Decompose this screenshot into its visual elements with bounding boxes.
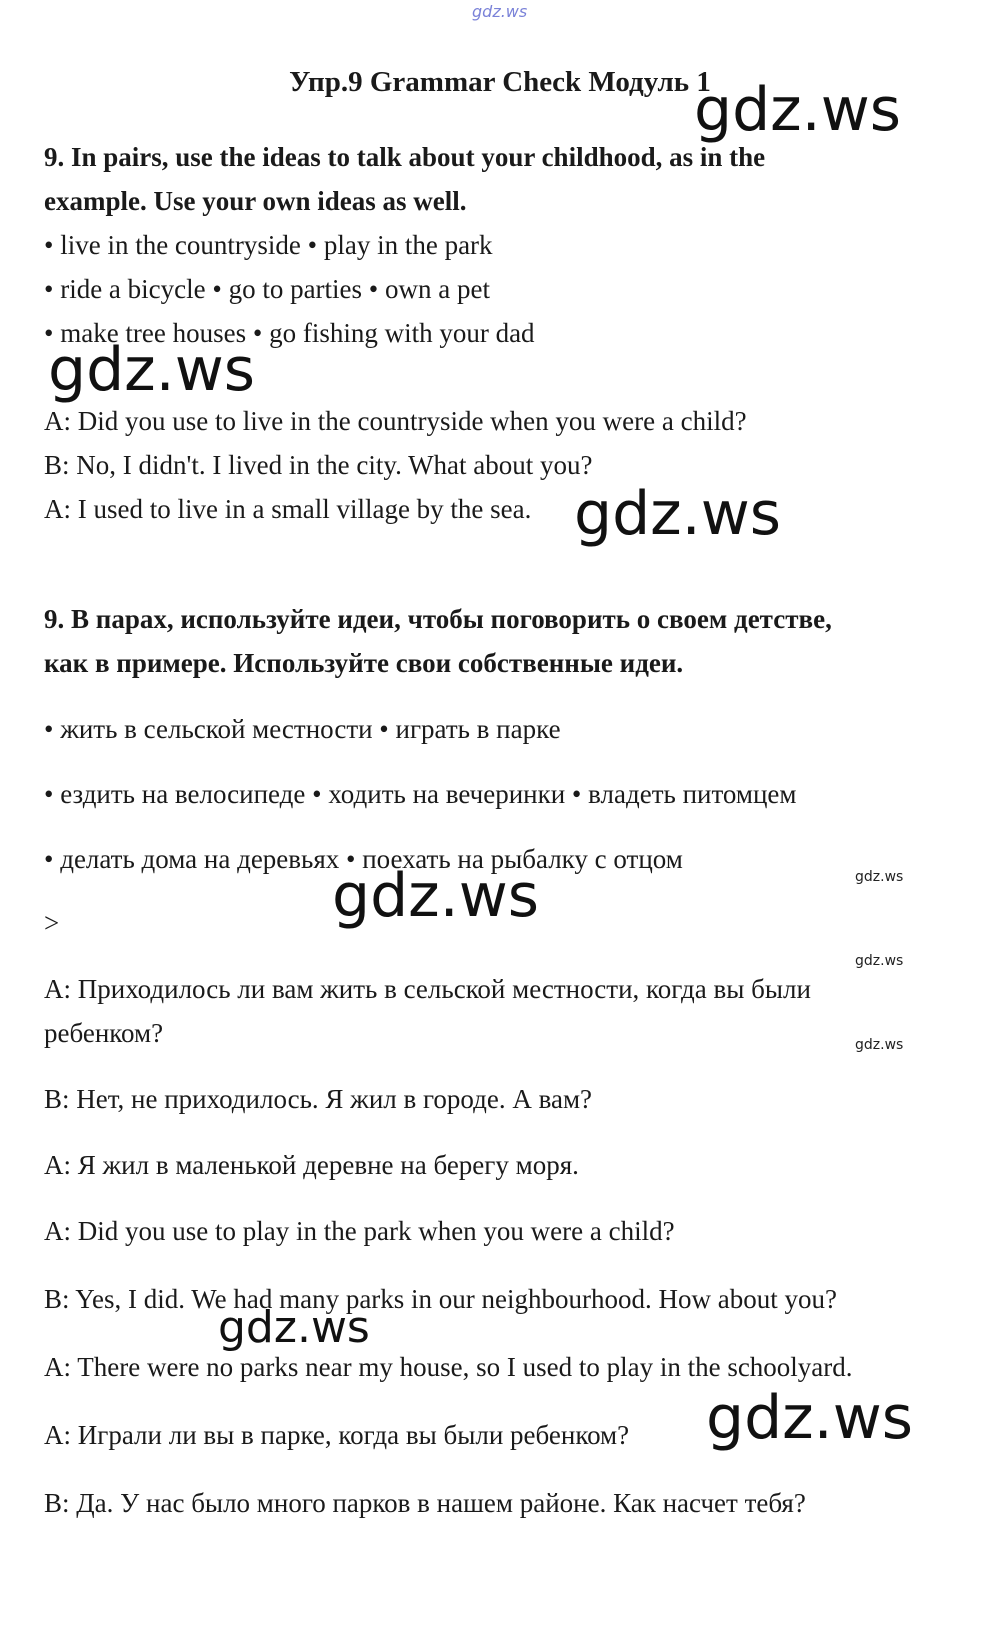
watermark: gdz.ws — [332, 861, 540, 931]
task-heading-en-line1: 9. In pairs, use the ideas to talk about your childhood, as in the — [44, 142, 766, 172]
idea-list-item-ru: • ездить на велосипеде • ходить на вечеринки • владеть питомцем — [44, 779, 797, 809]
watermark: gdz.ws — [574, 479, 782, 549]
dialogue-line: B: Yes, I did. We had many parks in our neighbourhood. How about you? — [44, 1284, 837, 1314]
task-heading-ru-line1: 9. В парах, используйте идеи, чтобы поговорить о своем детстве, — [44, 604, 832, 634]
dialogue-line: B: No, I didn't. I lived in the city. What about you? — [44, 450, 593, 480]
dialogue-line-ru: B: Да. У нас было много парков в нашем районе. Как насчет тебя? — [44, 1488, 806, 1518]
watermark-small: gdz.ws — [855, 953, 904, 969]
dialogue-line-ru: A: Играли ли вы в парке, когда вы были ребенком? — [44, 1420, 630, 1450]
task-heading-ru-line2: как в примере. Используйте свои собственные идеи. — [44, 648, 684, 678]
idea-list-item-ru: • делать дома на деревьях • поехать на рыбалку с отцом — [44, 844, 683, 874]
dialogue-line-ru: ребенком? — [44, 1018, 164, 1048]
watermark-small: gdz.ws — [855, 1037, 904, 1053]
task-heading-en-line2: example. Use your own ideas as well. — [44, 186, 467, 216]
top-watermark: gdz.ws — [472, 2, 528, 21]
dialogue-line-ru: B: Нет, не приходилось. Я жил в городе. А вам? — [44, 1084, 593, 1114]
watermark: gdz.ws — [218, 1302, 370, 1353]
page-title: Упр.9 Grammar Check Модуль 1 — [289, 66, 711, 98]
dialogue-line: A: I used to live in a small village by the sea. — [44, 494, 532, 524]
dialogue-line: A: There were no parks near my house, so I used to play in the schoolyard. — [44, 1352, 853, 1382]
idea-list-item: • ride a bicycle • go to parties • own a pet — [44, 274, 490, 304]
watermark: gdz.ws — [706, 1383, 914, 1453]
idea-list-item: • make tree houses • go fishing with your dad — [44, 318, 535, 348]
watermark: gdz.ws — [48, 335, 256, 405]
dialogue-line-ru: A: Я жил в маленькой деревне на берегу моря. — [44, 1150, 579, 1180]
dialogue-line: A: Did you use to play in the park when you were a child? — [44, 1216, 675, 1246]
dialogue-line: A: Did you use to live in the countryside when you were a child? — [44, 406, 747, 436]
idea-list-item: • live in the countryside • play in the park — [44, 230, 493, 260]
watermark: gdz.ws — [694, 75, 902, 145]
arrow-marker: > — [44, 908, 60, 938]
watermark-small: gdz.ws — [855, 869, 904, 885]
dialogue-line-ru: A: Приходилось ли вам жить в сельской местности, когда вы были — [44, 974, 811, 1004]
idea-list-item-ru: • жить в сельской местности • играть в парке — [44, 714, 561, 744]
